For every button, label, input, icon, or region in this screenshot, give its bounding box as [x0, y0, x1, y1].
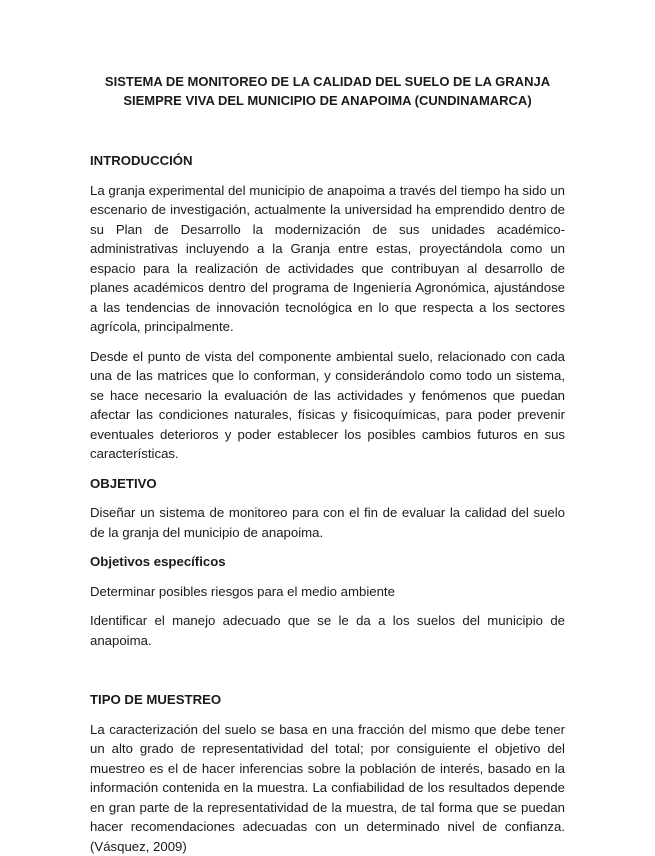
tipo-de-muestreo-heading: TIPO DE MUESTREO [90, 690, 565, 710]
document-body [90, 72, 565, 856]
title-line-2: SIEMPRE VIVA DEL MUNICIPIO DE ANAPOIMA (CUNDINAMARCA) [90, 91, 565, 110]
introduccion-heading: INTRODUCCIÓN [90, 151, 565, 171]
introduccion-paragraph-1: La granja experimental del municipio de anapoima a través del tiempo ha sido un escenario de investigación, actualmente la universidad ha emprendido dentro de su Plan de Desarrollo la modernización de sus unidades académico-administrativas incluyendo a la Granja entre estas, proyectándola como un espacio para la realización de actividades que contribuyan al desarrollo de planes académicos dentro del programa de Ingeniería Agronómica, ajustándose a las tendencias de innovación tecnológica en lo que respecta a los sectores agrícola, principalmente. [90, 181, 565, 337]
title-line-1: SISTEMA DE MONITOREO DE LA CALIDAD DEL SUELO DE LA GRANJA [90, 72, 565, 91]
objetivo-heading: OBJETIVO [90, 474, 565, 494]
objetivo-paragraph: Diseñar un sistema de monitoreo para con el fin de evaluar la calidad del suelo de la granja del municipio de anapoima. [90, 503, 565, 542]
objetivos-especificos-heading: Objetivos específicos [90, 552, 565, 572]
document-title [90, 72, 565, 110]
objetivo-especifico-item-2: Identificar el manejo adecuado que se le da a los suelos del municipio de anapoima. [90, 611, 565, 650]
objetivo-especifico-item-1: Determinar posibles riesgos para el medio ambiente [90, 582, 565, 602]
introduccion-paragraph-2: Desde el punto de vista del componente ambiental suelo, relacionado con cada una de las matrices que lo conforman, y considerándolo como todo un sistema, se hace necesario la evaluación de las actividades y fenómenos que puedan afectar las condiciones naturales, físicas y fisicoquímicas, para poder prevenir eventuales deterioros y poder establecer los posibles cambios futuros en sus características. [90, 347, 565, 464]
tipo-de-muestreo-paragraph: La caracterización del suelo se basa en una fracción del mismo que debe tener un alto grado de representatividad del total; por consiguiente el objetivo del muestreo es el de hacer inferencias sobre la población de interés, basado en la información contenida en la muestra. La confiabilidad de los resultados depende en gran parte de la representatividad de la muestra, de tal forma que se puedan hacer recomendaciones adecuadas con un determinado nivel de confianza. (Vásquez, 2009) [90, 720, 565, 856]
